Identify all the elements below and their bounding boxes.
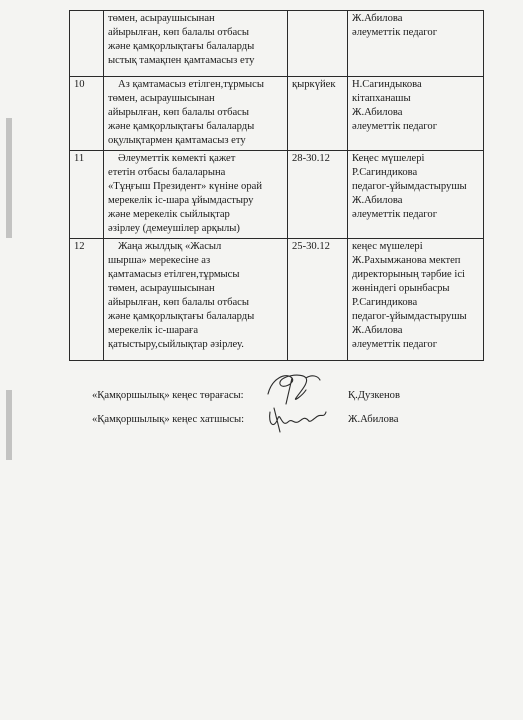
scan-margin-mark bbox=[6, 390, 12, 460]
responsible-line: кітапханашы bbox=[352, 93, 411, 104]
responsible-line: директорының тәрбие ісі bbox=[352, 269, 465, 280]
event-cell bbox=[104, 239, 288, 361]
date-cell bbox=[288, 11, 348, 77]
plan-table-body bbox=[70, 11, 484, 361]
responsible-line: Р.Сагиндикова bbox=[352, 297, 418, 308]
row-number: 11 bbox=[70, 151, 104, 239]
responsible-cell bbox=[348, 77, 484, 151]
event-cell bbox=[104, 11, 288, 77]
responsible-cell bbox=[348, 151, 484, 239]
responsible-line: Ж.Абилова bbox=[352, 325, 403, 336]
event-line: Жаңа жылдық «Жасыл bbox=[118, 241, 222, 252]
responsible-line: Р.Сагиндикова bbox=[352, 167, 418, 178]
event-line: және қамқорлықтағы балаларды bbox=[108, 311, 255, 322]
responsible-line: Ж.Рахымжанова мектеп bbox=[352, 255, 461, 266]
chair-signature bbox=[262, 368, 324, 408]
responsible-line: кеңес мүшелері bbox=[352, 241, 423, 252]
row-number bbox=[70, 11, 104, 77]
responsible-line: әлеуметтік педагог bbox=[352, 339, 438, 350]
event-line: қамтамасыз етілген,тұрмысы bbox=[108, 269, 240, 280]
event-line: және қамқорлықтағы балаларды bbox=[108, 41, 255, 52]
event-line: мерекелік іс-шараға bbox=[108, 325, 199, 336]
event-cell bbox=[104, 77, 288, 151]
secretary-label: «Қамқоршылық» кеңес хатшысы: bbox=[92, 414, 245, 425]
event-line: Аз қамтамасыз етілген,тұрмысы bbox=[118, 79, 264, 90]
chair-label: «Қамқоршылық» кеңес төрағасы: bbox=[92, 390, 244, 401]
responsible-line: әлеуметтік педагог bbox=[352, 121, 438, 132]
event-cell bbox=[104, 151, 288, 239]
event-line: оқулықтармен қамтамасыз ету bbox=[108, 135, 246, 146]
responsible-line: Кеңес мүшелері bbox=[352, 153, 425, 164]
event-line: төмен, асыраушысынан bbox=[108, 283, 215, 294]
secretary-name: Ж.Абилова bbox=[348, 414, 399, 425]
event-line: әзірлеу (демеушілер арқылы) bbox=[108, 223, 240, 234]
table-row bbox=[70, 151, 484, 239]
chair-name: Қ.Дузкенов bbox=[348, 390, 400, 401]
event-line: ыстық тамақпен қамтамасыз ету bbox=[108, 55, 255, 66]
event-line: «Тұңғыш Президент» күніне орай bbox=[108, 181, 263, 192]
row-number: 12 bbox=[70, 239, 104, 361]
responsible-cell bbox=[348, 11, 484, 77]
responsible-line: Ж.Абилова bbox=[352, 13, 403, 24]
responsible-line: педагог-ұйымдастырушы bbox=[352, 311, 467, 322]
responsible-line: жөніндегі орынбасры bbox=[352, 283, 450, 294]
event-line: төмен, асыраушысынан bbox=[108, 13, 215, 24]
plan-table bbox=[69, 10, 484, 361]
event-line: Әлеуметтік көмекті қажет bbox=[118, 153, 236, 164]
responsible-line: Н.Сагиндыкова bbox=[352, 79, 422, 90]
event-line: мерекелік іс-шара ұйымдастыру bbox=[108, 195, 254, 206]
event-line: ететін отбасы балаларына bbox=[108, 167, 226, 178]
responsible-cell bbox=[348, 239, 484, 361]
event-line: айырылған, көп балалы отбасы bbox=[108, 107, 249, 118]
table-row bbox=[70, 77, 484, 151]
event-line: айырылған, көп балалы отбасы bbox=[108, 297, 249, 308]
responsible-line: әлеуметтік педагог bbox=[352, 209, 438, 220]
date-cell: қыркүйек bbox=[288, 77, 348, 151]
row-number: 10 bbox=[70, 77, 104, 151]
event-line: қатыстыру,сыйлықтар әзірлеу. bbox=[108, 339, 244, 350]
date-cell: 28-30.12 bbox=[288, 151, 348, 239]
event-line: және мерекелік сыйлықтар bbox=[108, 209, 230, 220]
table-row bbox=[70, 11, 484, 77]
responsible-line: әлеуметтік педагог bbox=[352, 27, 438, 38]
secretary-signature bbox=[264, 404, 330, 436]
event-line: және қамқорлықтағы балаларды bbox=[108, 121, 255, 132]
event-line: шырша» мерекесіне аз bbox=[108, 255, 211, 266]
responsible-line: Ж.Абилова bbox=[352, 195, 403, 206]
event-line: төмен, асыраушысынан bbox=[108, 93, 215, 104]
table-row bbox=[70, 239, 484, 361]
date-cell: 25-30.12 bbox=[288, 239, 348, 361]
responsible-line: Ж.Абилова bbox=[352, 107, 403, 118]
scan-margin-mark bbox=[6, 118, 12, 238]
event-line: айырылған, көп балалы отбасы bbox=[108, 27, 249, 38]
responsible-line: педагог-ұйымдастырушы bbox=[352, 181, 467, 192]
